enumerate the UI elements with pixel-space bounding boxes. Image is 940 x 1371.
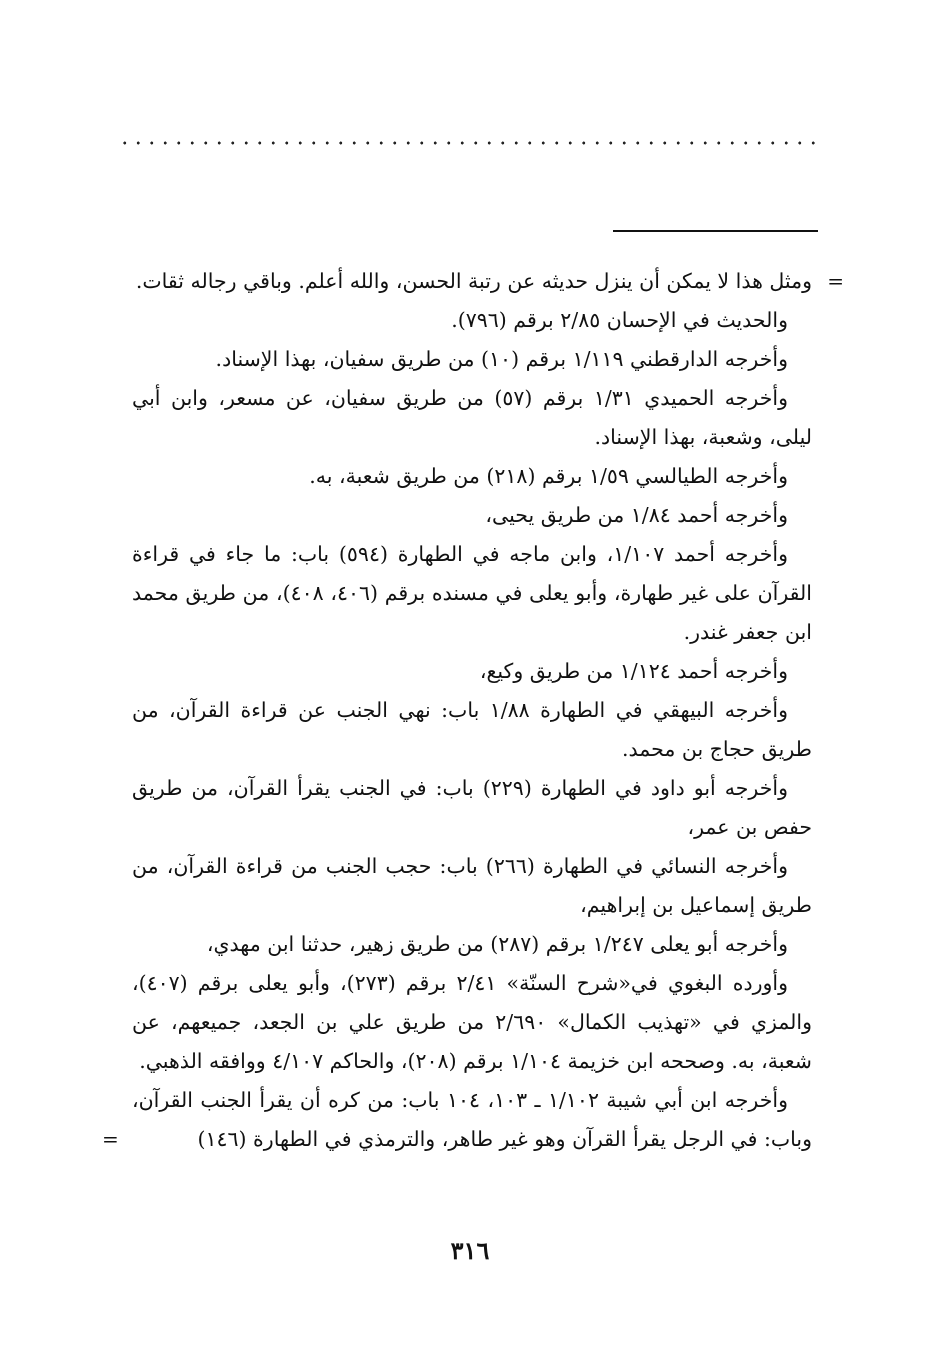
footnote-paragraph-10: وأخرجه أبو داود في الطهارة (٢٢٩) باب: في الجنب يقرأ القرآن، من طريق حفص بن عمر، bbox=[132, 776, 812, 839]
footnote-paragraph-4: وأخرجه الحميدي ١/٣١ برقم (٥٧) من طريق سفيان، عن مسعر، وابن أبي ليلى، وشعبة، بهذا الإسناد. bbox=[132, 386, 812, 449]
footnote-paragraph-3: وأخرجه الدارقطني ١/١١٩ برقم (١٠) من طريق سفيان، بهذا الإسناد. bbox=[215, 347, 788, 371]
footnote-paragraph-6: وأخرجه أحمد ١/٨٤ من طريق يحيى، bbox=[485, 503, 788, 527]
footnote-paragraph-2: والحديث في الإحسان ٢/٨٥ برقم (٧٩٦). bbox=[451, 308, 788, 332]
continuation-mark-start: = bbox=[827, 269, 844, 293]
footnote-paragraph-9: وأخرجه البيهقي في الطهارة ١/٨٨ باب: نهي الجنب عن قراءة القرآن، من طريق حجاج بن محمد. bbox=[132, 698, 812, 761]
footnote-rule bbox=[613, 230, 818, 232]
footnote-text bbox=[102, 262, 844, 1159]
footnote-paragraph-11: وأخرجه النسائي في الطهارة (٢٦٦) باب: حجب الجنب من قراءة القرآن، من طريق إسماعيل بن إبراهيم، bbox=[132, 854, 812, 917]
page-number: ٣١٦ bbox=[450, 1236, 490, 1265]
footnote-paragraph-7: وأخرجه أحمد ١/١٠٧، وابن ماجه في الطهارة (٥٩٤) باب: ما جاء في قراءة القرآن على غير طهارة، وأبو يعلى في مسنده برقم (٤٠٦، ٤٠٨)، من طريق محمد ابن جعفر غندر. bbox=[132, 542, 812, 644]
footnote-paragraph-5: وأخرجه الطيالسي ١/٥٩ برقم (٢١٨) من طريق شعبة، به. bbox=[309, 464, 788, 488]
footnote-paragraph-12: وأخرجه أبو يعلى ١/٢٤٧ برقم (٢٨٧) من طريق زهير، حدثنا ابن مهدي، bbox=[206, 932, 788, 956]
footnote-paragraph-1: = ومثل هذا لا يمكن أن ينزل حديثه عن رتبة الحسن، والله أعلم. وباقي رجاله ثقات. bbox=[132, 262, 812, 301]
continuation-mark-end: = bbox=[102, 1127, 119, 1151]
footnote-paragraph-8: وأخرجه أحمد ١/١٢٤ من طريق وكيع، bbox=[479, 659, 788, 683]
footnote-paragraph-14: وأخرجه ابن أبي شيبة ١/١٠٢ ـ ١٠٣، ١٠٤ باب: من كره أن يقرأ الجنب القرآن، وباب: في الرجل يقرأ القرآن وهو غير طاهر، والترمذي في الطهارة (١٤٦) = bbox=[132, 1081, 812, 1159]
footnote-paragraph-13: وأورده البغوي في«شرح السنّة» ٢/٤١ برقم (٢٧٣)، وأبو يعلى برقم (٤٠٧)، والمزي في «تهذيب الكمال» ٢/٦٩٠ من طريق علي بن الجعد، جميعهم، عن شعبة، به. وصححه ابن خزيمة ١/١٠٤ برقم (٢٠٨)، والحاكم ٤/١٠٧ ووافقه الذهبي. bbox=[132, 971, 813, 1073]
dotted-separator bbox=[118, 137, 823, 149]
